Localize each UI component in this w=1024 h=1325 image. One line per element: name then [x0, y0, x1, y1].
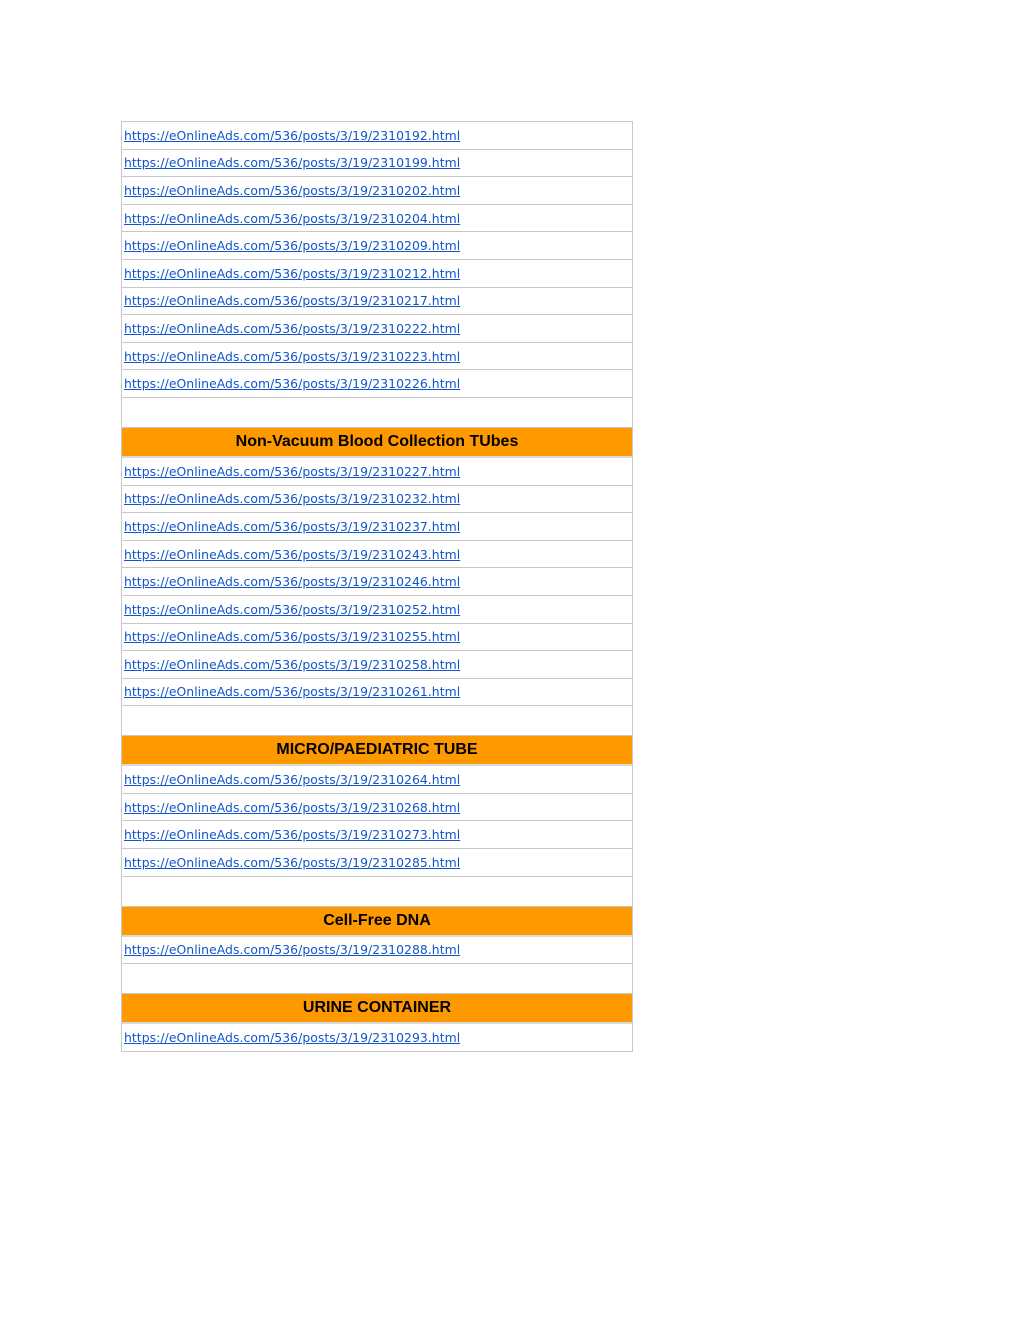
blank-row — [122, 398, 632, 428]
url-link[interactable]: https://eOnlineAds.com/536/posts/3/19/2310222.html — [124, 320, 461, 336]
url-link[interactable]: https://eOnlineAds.com/536/posts/3/19/2310192.html — [124, 127, 461, 143]
table-row — [122, 315, 632, 343]
section-header — [122, 907, 632, 937]
table-row — [122, 679, 632, 707]
table-row — [122, 821, 632, 849]
table-row — [122, 260, 632, 288]
url-link[interactable]: https://eOnlineAds.com/536/posts/3/19/2310268.html — [124, 799, 461, 815]
table-row — [122, 205, 632, 233]
table-row — [122, 513, 632, 541]
section-header-label: URINE CONTAINER — [302, 999, 452, 1017]
table-row — [122, 624, 632, 652]
table-row — [122, 458, 632, 486]
url-link[interactable]: https://eOnlineAds.com/536/posts/3/19/2310226.html — [124, 376, 461, 392]
url-link[interactable]: https://eOnlineAds.com/536/posts/3/19/2310223.html — [124, 348, 461, 364]
url-link[interactable]: https://eOnlineAds.com/536/posts/3/19/2310273.html — [124, 827, 461, 843]
url-link[interactable]: https://eOnlineAds.com/536/posts/3/19/2310258.html — [124, 656, 461, 672]
url-link[interactable]: https://eOnlineAds.com/536/posts/3/19/2310232.html — [124, 491, 461, 507]
table-row — [122, 370, 632, 398]
section-header-label: Cell-Free DNA — [323, 911, 431, 929]
section-header-label: Non-Vacuum Blood Collection TUbes — [235, 432, 519, 450]
section-header — [122, 994, 632, 1024]
blank-row — [122, 706, 632, 736]
url-link[interactable]: https://eOnlineAds.com/536/posts/3/19/2310199.html — [124, 155, 461, 171]
table-row — [122, 651, 632, 679]
table-row — [122, 766, 632, 794]
url-link[interactable]: https://eOnlineAds.com/536/posts/3/19/2310264.html — [124, 772, 461, 788]
url-link[interactable]: https://eOnlineAds.com/536/posts/3/19/2310261.html — [124, 684, 461, 700]
table-row — [122, 937, 632, 965]
url-link[interactable]: https://eOnlineAds.com/536/posts/3/19/2310202.html — [124, 182, 461, 198]
url-link[interactable]: https://eOnlineAds.com/536/posts/3/19/2310227.html — [124, 463, 461, 479]
url-link[interactable]: https://eOnlineAds.com/536/posts/3/19/2310293.html — [124, 1030, 461, 1046]
url-link[interactable]: https://eOnlineAds.com/536/posts/3/19/2310217.html — [124, 293, 461, 309]
table-row — [122, 122, 632, 150]
url-link[interactable]: https://eOnlineAds.com/536/posts/3/19/2310246.html — [124, 574, 461, 590]
table-row — [122, 150, 632, 178]
section-header-label: MICRO/PAEDIATRIC TUBE — [276, 741, 478, 759]
table-row — [122, 1024, 632, 1052]
url-link[interactable]: https://eOnlineAds.com/536/posts/3/19/2310212.html — [124, 265, 461, 281]
table-row — [122, 849, 632, 877]
blank-row — [122, 877, 632, 907]
table-row — [122, 568, 632, 596]
table-row — [122, 596, 632, 624]
url-link[interactable]: https://eOnlineAds.com/536/posts/3/19/2310285.html — [124, 854, 461, 870]
table-row — [122, 232, 632, 260]
table-row — [122, 343, 632, 371]
url-link[interactable]: https://eOnlineAds.com/536/posts/3/19/2310237.html — [124, 518, 461, 534]
link-table — [121, 121, 633, 1052]
url-link[interactable]: https://eOnlineAds.com/536/posts/3/19/2310204.html — [124, 210, 461, 226]
url-link[interactable]: https://eOnlineAds.com/536/posts/3/19/2310243.html — [124, 546, 461, 562]
table-row — [122, 486, 632, 514]
table-row — [122, 177, 632, 205]
url-link[interactable]: https://eOnlineAds.com/536/posts/3/19/2310209.html — [124, 238, 461, 254]
url-link[interactable]: https://eOnlineAds.com/536/posts/3/19/2310288.html — [124, 942, 461, 958]
url-link[interactable]: https://eOnlineAds.com/536/posts/3/19/2310252.html — [124, 601, 461, 617]
url-link[interactable]: https://eOnlineAds.com/536/posts/3/19/2310255.html — [124, 629, 461, 645]
section-header — [122, 428, 632, 458]
table-row — [122, 541, 632, 569]
blank-row — [122, 964, 632, 994]
table-row — [122, 794, 632, 822]
table-row — [122, 288, 632, 316]
section-header — [122, 736, 632, 766]
